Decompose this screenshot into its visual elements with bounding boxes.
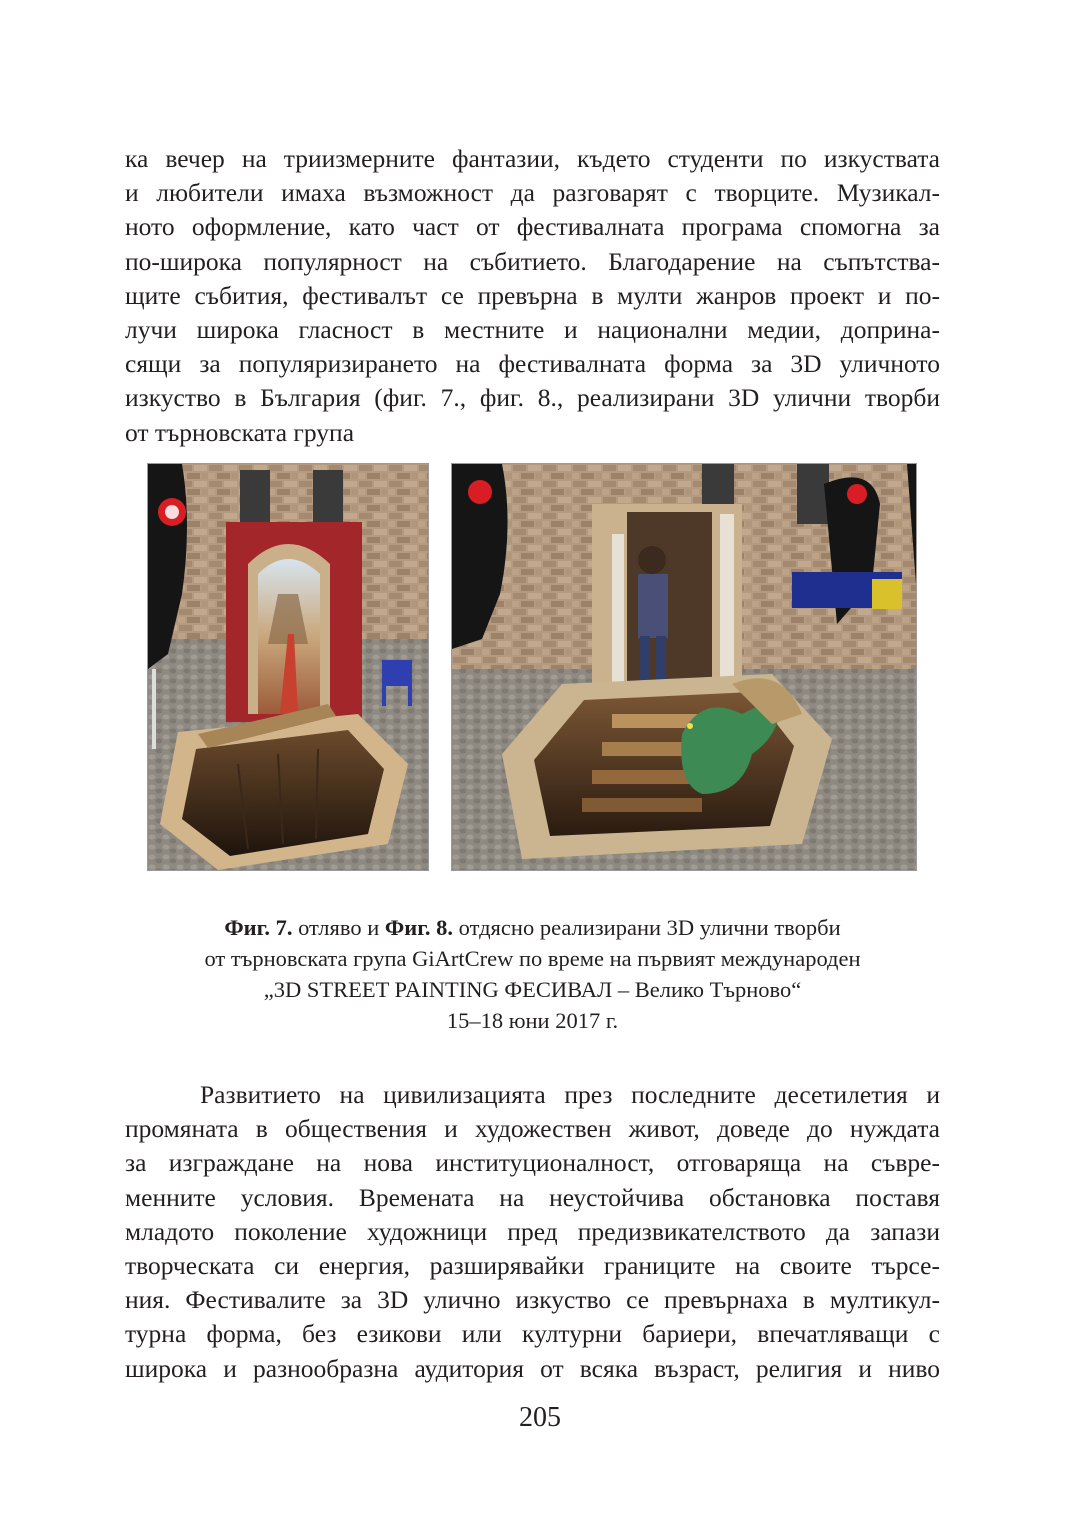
text-line: ното оформление, като част от фестивалната програма спомогна за [125,212,940,242]
page-number: 205 [519,1402,561,1433]
text-line: младото поколение художници пред предизвикателството да запази [125,1216,940,1246]
text-line: турна форма, без езикови или културни бариери, впечатляващи с [125,1319,940,1349]
text-line: по-широка популярност на събитието. Благодарение на съпътства- [125,246,940,276]
text-line: изкуство в България (фиг. 7., фиг. 8., реализирани 3D улични творби [125,383,940,413]
fig7-label: Фиг. 7. [224,915,293,940]
text-line: сящи за популяризирането на фестивалната форма за 3D уличното [125,349,940,379]
text-line: менните условия. Времената на неустойчива обстановка поставя [125,1182,940,1212]
paragraph-top [125,142,940,450]
text-line: за изграждане на нова институционалност, отговаряща на съвре- [125,1148,940,1178]
caption-line-4: 15–18 юни 2017 г. [446,1008,619,1033]
text-line: щите събития, фестивалът се превърна в мулти жанров проект и по- [125,280,940,310]
caption-line1-rest: отдясно реализирани 3D улични творби [453,915,841,940]
caption-line-1 [125,912,940,943]
figure-caption [125,912,940,1036]
figure-8-photo [451,463,917,871]
caption-left-text: отляво и [292,915,385,940]
text-line: от търновската група [125,417,355,447]
text-line: ка вечер на триизмерните фантазии, където студенти по изкуствата [125,144,940,173]
text-line: и любители имаха възможност да разговарят с творците. Музикал- [125,178,940,208]
caption-line-2: от търновската група GiArtCrew по време на първият международен [204,946,861,971]
text-line: широка и разнообразна аудитория от всяка възраст, религия и ниво [125,1353,940,1383]
text-line-indented: Развитието на цивилизацията през последните десетилетия и [200,1080,940,1109]
caption-line-3: „3D STREET PAINTING ФЕСИВАЛ – Велико Търново“ [263,977,802,1002]
fig8-label: Фиг. 8. [384,915,453,940]
paragraph-bottom [125,1078,940,1386]
text-line: ния. Фестивалите за 3D улично изкуство се превърнаха в мултикул- [125,1285,940,1315]
text-line: промяната в обществения и художествен живот, доведе до нуждата [125,1114,940,1144]
text-line: творческата си енергия, разширявайки границите на своите търсе- [125,1250,940,1280]
figure-7-photo [147,463,429,871]
text-line: лучи широка гласност в местните и национални медии, доприна- [125,314,940,344]
